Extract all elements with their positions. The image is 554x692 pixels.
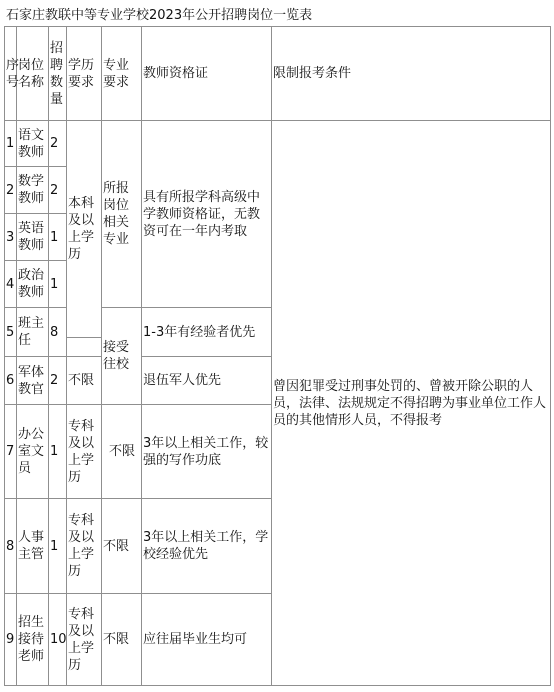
row-count: 8 [49,308,67,357]
header-certificate: 教师资格证 [142,27,272,121]
education-cell: 专科及以上学历 [67,594,102,686]
row-seq: 4 [5,261,17,308]
major-accept-cell: 接受往校 [102,308,142,405]
row-position: 英语教师 [17,214,49,261]
row-position: 班主任 [17,308,49,357]
certificate-teachers-cell: 具有所报学科高级中学教师资格证，无教资可在一年内考取 [142,121,272,308]
row-count: 1 [49,261,67,308]
row-seq: 1 [5,121,17,167]
education-cell: 专科及以上学历 [67,405,102,499]
row-count: 1 [49,214,67,261]
education-teachers-cell: 本科及以上学历 [67,121,102,338]
table-row [5,121,551,167]
education-blank-cell [67,338,102,357]
header-education: 学历要求 [67,27,102,121]
major-teachers-cell: 所报岗位相关专业 [102,121,142,308]
row-seq: 9 [5,594,17,686]
header-row [5,27,551,121]
row-position: 军体教官 [17,357,49,405]
row-count: 2 [49,167,67,214]
education-cell: 专科及以上学历 [67,499,102,594]
certificate-cell: 3年以上相关工作，较强的写作功底 [142,405,272,499]
major-cell: 不限 [102,405,142,499]
row-seq: 5 [5,308,17,357]
certificate-class-cell: 1-3年有经验者优先 [142,308,272,357]
header-position: 岗位名称 [17,27,49,121]
major-cell: 不限 [102,499,142,594]
header-seq: 序号 [5,27,17,121]
row-position: 政治教师 [17,261,49,308]
row-seq: 2 [5,167,17,214]
certificate-cell: 3年以上相关工作，学校经验优先 [142,499,272,594]
row-position: 人事主管 [17,499,49,594]
row-seq: 3 [5,214,17,261]
row-count: 2 [49,121,67,167]
row-count: 1 [49,499,67,594]
certificate-cell: 退伍军人优先 [142,357,272,405]
row-position: 语文教师 [17,121,49,167]
major-cell: 不限 [102,594,142,686]
header-major: 专业要求 [102,27,142,121]
header-restriction: 限制报考条件 [272,27,551,121]
row-position: 办公室文员 [17,405,49,499]
row-seq: 6 [5,357,17,405]
row-position: 招生接待老师 [17,594,49,686]
education-cell: 不限 [67,357,102,405]
restriction-cell: 曾因犯罪受过刑事处罚的、曾被开除公职的人员，法律、法规规定不得招聘为事业单位工作人员的其他情形人员，不得报考 [272,121,551,686]
row-seq: 8 [5,499,17,594]
row-count: 1 [49,405,67,499]
row-count: 2 [49,357,67,405]
row-seq: 7 [5,405,17,499]
row-count: 10 [49,594,67,686]
row-position: 数学教师 [17,167,49,214]
certificate-cell: 应往届毕业生均可 [142,594,272,686]
positions-table [4,26,551,686]
document-title: 石家庄教联中等专业学校2023年公开招聘岗位一览表 [6,8,313,23]
header-count: 招聘数量 [49,27,67,121]
